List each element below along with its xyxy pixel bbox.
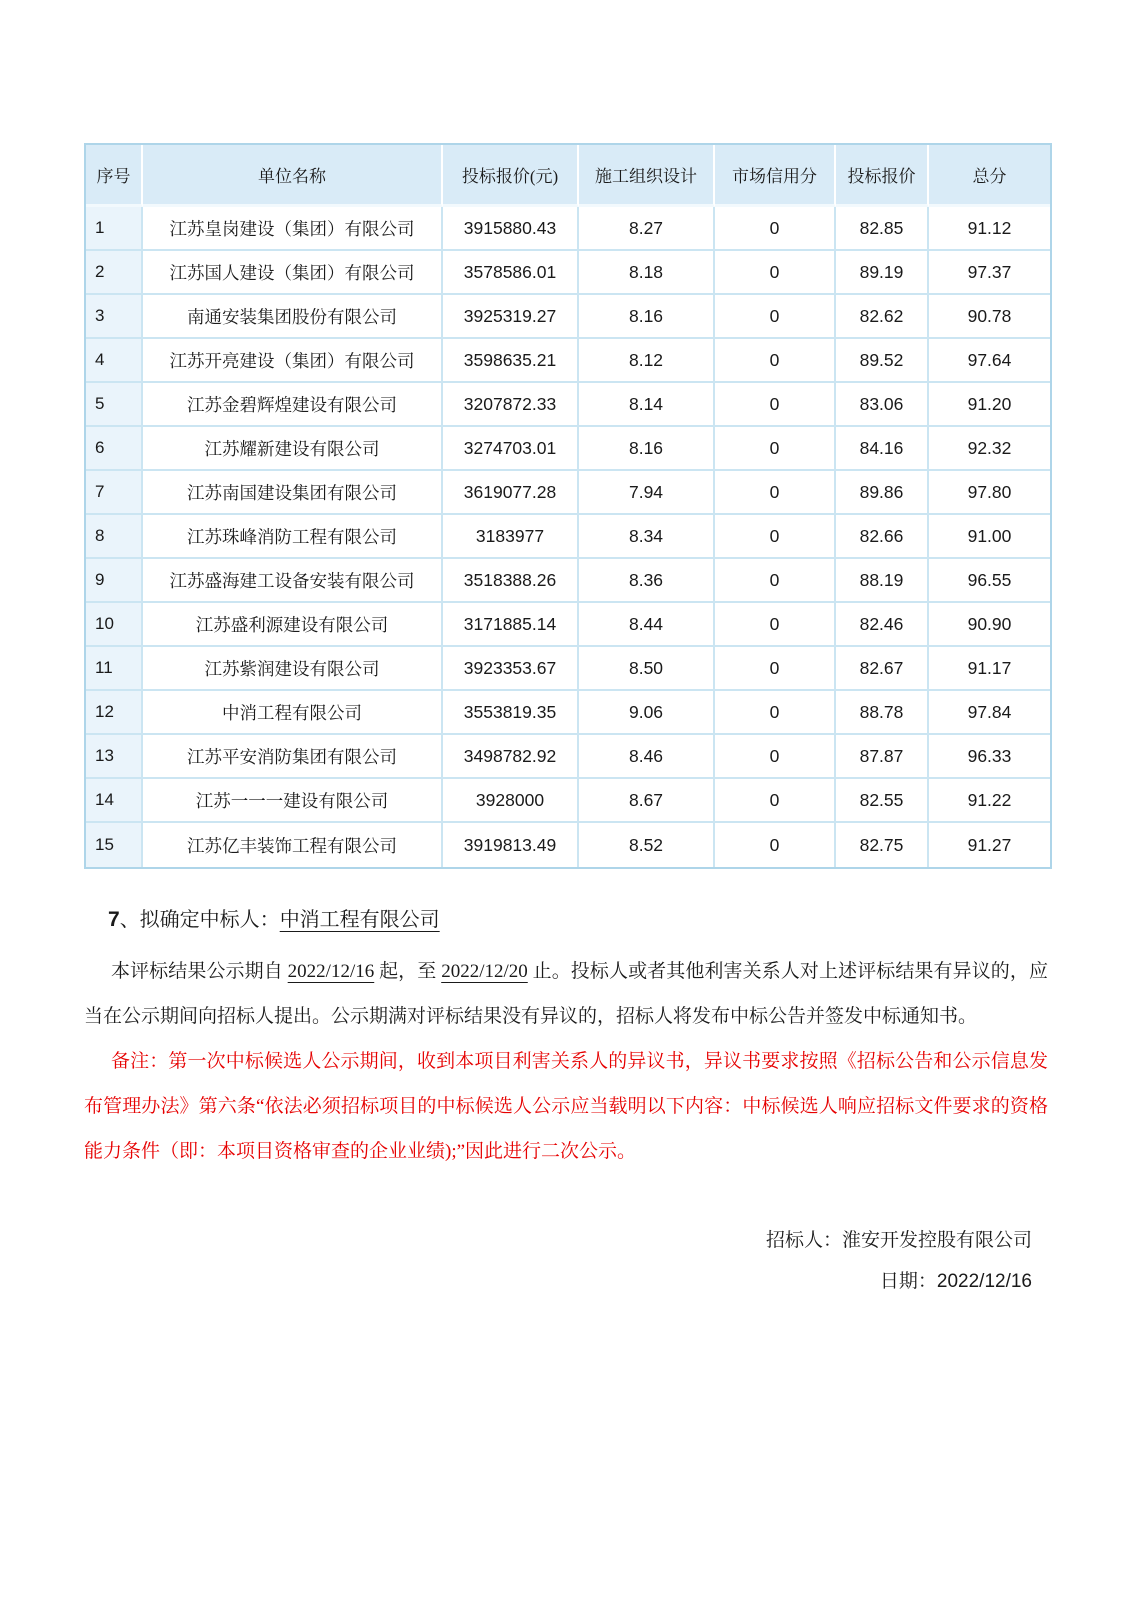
signature-block [84,1220,1048,1302]
value-cell: 3183977 [443,515,579,559]
notice-rest: 止。投标人或者其他利害关系人对上述评标结果有异议的，应当在公示期间向招标人提出。公示期满对评标结果没有异议的，招标人将发布中标公告并签发中标通知书。 [84,961,1048,1027]
value-cell: 3598635.21 [443,339,579,383]
value-cell: 82.62 [836,295,929,339]
row-index-cell: 4 [86,339,143,383]
value-cell: 82.67 [836,647,929,691]
company-name-cell: 江苏珠峰消防工程有限公司 [143,515,443,559]
table-row [86,691,1050,735]
value-cell: 3928000 [443,779,579,823]
value-cell: 89.52 [836,339,929,383]
value-cell: 8.36 [579,559,715,603]
value-cell: 0 [715,251,836,295]
row-index-cell: 7 [86,471,143,515]
column-header: 施工组织设计 [579,145,715,207]
table-row [86,339,1050,383]
value-cell: 88.19 [836,559,929,603]
value-cell: 91.27 [929,823,1050,867]
value-cell: 8.50 [579,647,715,691]
value-cell: 8.67 [579,779,715,823]
section-number: 7 [108,908,120,931]
row-index-cell: 6 [86,427,143,471]
table-row [86,515,1050,559]
company-name-cell: 江苏皇岗建设（集团）有限公司 [143,207,443,251]
value-cell: 9.06 [579,691,715,735]
value-cell: 3923353.67 [443,647,579,691]
publicity-end-date: 2022/12/20 [441,961,528,982]
value-cell: 3553819.35 [443,691,579,735]
value-cell: 89.86 [836,471,929,515]
value-cell: 0 [715,559,836,603]
table-row [86,603,1050,647]
value-cell: 8.12 [579,339,715,383]
column-header: 序号 [86,145,143,207]
company-name-cell: 江苏耀新建设有限公司 [143,427,443,471]
section-label: 、拟确定中标人： [119,909,280,931]
value-cell: 3919813.49 [443,823,579,867]
value-cell: 91.20 [929,383,1050,427]
value-cell: 83.06 [836,383,929,427]
column-header: 总分 [929,145,1050,207]
company-name-cell: 江苏盛海建工设备安装有限公司 [143,559,443,603]
value-cell: 90.90 [929,603,1050,647]
value-cell: 7.94 [579,471,715,515]
company-name-cell: 中消工程有限公司 [143,691,443,735]
value-cell: 3518388.26 [443,559,579,603]
value-cell: 0 [715,515,836,559]
value-cell: 90.78 [929,295,1050,339]
table-row [86,427,1050,471]
value-cell: 3619077.28 [443,471,579,515]
value-cell: 8.16 [579,295,715,339]
value-cell: 0 [715,471,836,515]
value-cell: 97.84 [929,691,1050,735]
value-cell: 3274703.01 [443,427,579,471]
publicity-start-date: 2022/12/16 [287,961,375,982]
table-row [86,647,1050,691]
value-cell: 96.55 [929,559,1050,603]
value-cell: 97.64 [929,339,1050,383]
row-index-cell: 2 [86,251,143,295]
table-row [86,207,1050,251]
value-cell: 3498782.92 [443,735,579,779]
company-name-cell: 江苏紫润建设有限公司 [143,647,443,691]
value-cell: 3915880.43 [443,207,579,251]
column-header: 投标报价(元) [443,145,579,207]
tenderer-label: 招标人： [765,1230,842,1251]
value-cell: 8.18 [579,251,715,295]
value-cell: 8.52 [579,823,715,867]
value-cell: 82.75 [836,823,929,867]
value-cell: 87.87 [836,735,929,779]
company-name-cell: 江苏盛利源建设有限公司 [143,603,443,647]
value-cell: 8.16 [579,427,715,471]
row-index-cell: 9 [86,559,143,603]
value-cell: 0 [715,779,836,823]
value-cell: 8.34 [579,515,715,559]
value-cell: 92.32 [929,427,1050,471]
row-index-cell: 10 [86,603,143,647]
value-cell: 82.85 [836,207,929,251]
row-index-cell: 1 [86,207,143,251]
value-cell: 8.27 [579,207,715,251]
value-cell: 8.46 [579,735,715,779]
company-name-cell: 江苏亿丰装饰工程有限公司 [143,823,443,867]
table-row [86,823,1050,867]
notice-lead: 本评标结果公示期自 [111,961,288,982]
section-7-heading [84,905,1048,935]
value-cell: 84.16 [836,427,929,471]
tenderer-name: 淮安开发控股有限公司 [841,1230,1032,1251]
proposed-winner-name: 中消工程有限公司 [279,909,440,931]
table-row [86,735,1050,779]
value-cell: 91.00 [929,515,1050,559]
value-cell: 82.55 [836,779,929,823]
row-index-cell: 11 [86,647,143,691]
value-cell: 91.17 [929,647,1050,691]
row-index-cell: 14 [86,779,143,823]
value-cell: 8.44 [579,603,715,647]
value-cell: 0 [715,647,836,691]
row-index-cell: 13 [86,735,143,779]
table-row [86,779,1050,823]
date-label: 日期： [879,1271,937,1292]
value-cell: 3578586.01 [443,251,579,295]
table-row [86,295,1050,339]
table-row [86,251,1050,295]
row-index-cell: 12 [86,691,143,735]
value-cell: 0 [715,339,836,383]
table-header-row [86,145,1050,207]
value-cell: 88.78 [836,691,929,735]
row-index-cell: 15 [86,823,143,867]
row-index-cell: 3 [86,295,143,339]
company-name-cell: 南通安装集团股份有限公司 [143,295,443,339]
table-row [86,559,1050,603]
value-cell: 0 [715,691,836,735]
value-cell: 82.66 [836,515,929,559]
value-cell: 0 [715,295,836,339]
value-cell: 3171885.14 [443,603,579,647]
value-cell: 91.12 [929,207,1050,251]
table-row [86,383,1050,427]
column-header: 市场信用分 [715,145,836,207]
row-index-cell: 8 [86,515,143,559]
value-cell: 8.14 [579,383,715,427]
column-header: 投标报价 [836,145,929,207]
company-name-cell: 江苏开亮建设（集团）有限公司 [143,339,443,383]
company-name-cell: 江苏国人建设（集团）有限公司 [143,251,443,295]
table-row [86,471,1050,515]
value-cell: 97.37 [929,251,1050,295]
column-header: 单位名称 [143,145,443,207]
value-cell: 91.22 [929,779,1050,823]
notice-mid: 起，至 [374,961,442,982]
value-cell: 0 [715,427,836,471]
value-cell: 96.33 [929,735,1050,779]
company-name-cell: 江苏南国建设集团有限公司 [143,471,443,515]
value-cell: 3207872.33 [443,383,579,427]
value-cell: 0 [715,735,836,779]
company-name-cell: 江苏平安消防集团有限公司 [143,735,443,779]
date-line [84,1261,1032,1302]
value-cell: 0 [715,207,836,251]
company-name-cell: 江苏一一一建设有限公司 [143,779,443,823]
row-index-cell: 5 [86,383,143,427]
company-name-cell: 江苏金碧辉煌建设有限公司 [143,383,443,427]
value-cell: 97.80 [929,471,1050,515]
publicity-notice-paragraph [84,949,1048,1039]
value-cell: 0 [715,823,836,867]
value-cell: 0 [715,603,836,647]
date-value: 2022/12/16 [936,1271,1032,1292]
value-cell: 3925319.27 [443,295,579,339]
value-cell: 89.19 [836,251,929,295]
value-cell: 82.46 [836,603,929,647]
remark-paragraph: 备注：第一次中标候选人公示期间，收到本项目利害关系人的异议书，异议书要求按照《招标公告和公示信息发布管理办法》第六条“依法必须招标项目的中标候选人公示应当载明以下内容：中标候选人响应招标文件要求的资格能力条件（即：本项目资格审查的企业业绩);”因此进行二次公示。 [84,1051,1048,1162]
tenderer-line [84,1220,1032,1261]
value-cell: 0 [715,383,836,427]
bid-evaluation-table [84,143,1052,869]
